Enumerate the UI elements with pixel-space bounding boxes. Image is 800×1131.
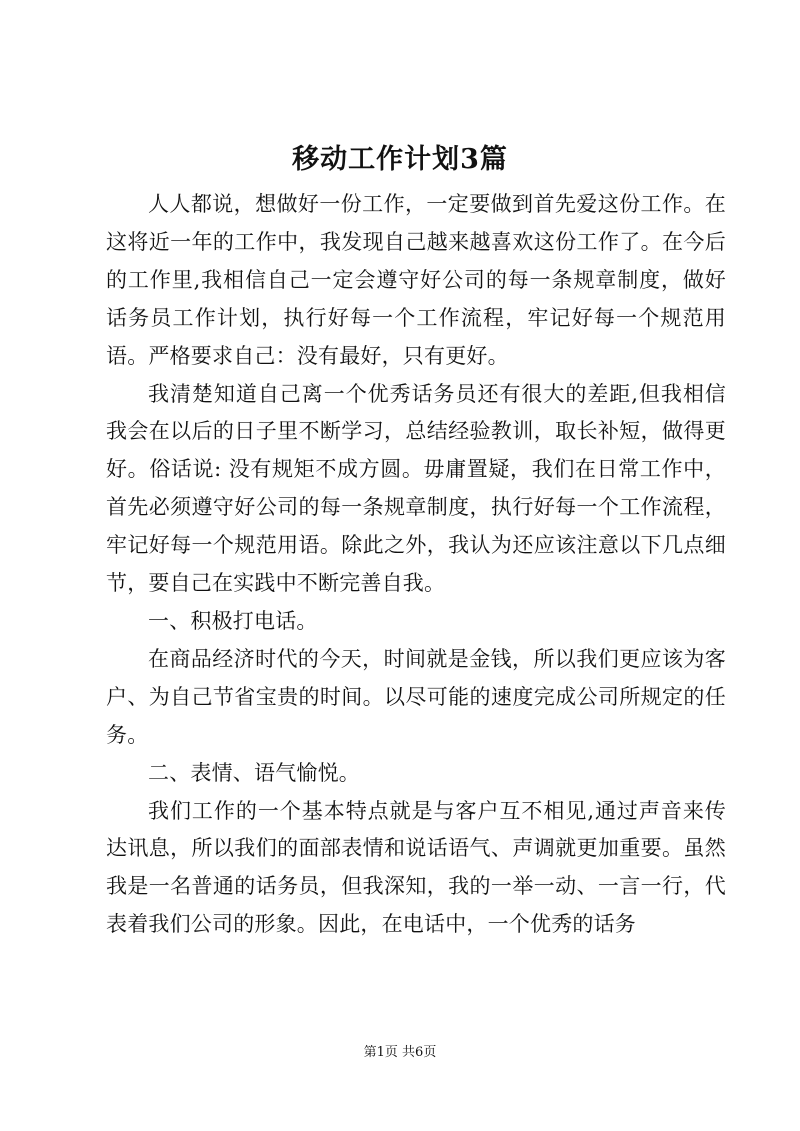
document-body [106, 186, 726, 944]
paragraph: 我清楚知道自己离一个优秀话务员还有很大的差距,但我相信我会在以后的日子里不断学习，总结经验教训，取长补短，做得更好。俗话说: 没有规矩不成方圆。毋庸置疑，我们在日常工作中，首先必须遵守好公司的每一条规章制度，执行好每一个工作流程，牢记好每一个规范用语。除此之外，我认为还应该注意以下几点细节，要自己在实践中不断完善自我。 [106, 381, 726, 596]
document-title: 移动工作计划3篇 [292, 144, 508, 175]
paragraph: 我们工作的一个基本特点就是与客户互不相见,通过声音来传达讯息，所以我们的面部表情和说话语气、声调就更加重要。虽然我是一名普通的话务员，但我深知，我的一举一动、一言一行，代表着我们公司的形象。因此，在电话中，一个优秀的话务 [106, 798, 726, 937]
section-heading: 二、表情、语气愉悦。 [148, 760, 360, 785]
page-footer: 第1页 共6页 [363, 1045, 437, 1060]
paragraph: 人人都说，想做好一份工作，一定要做到首先爱这份工作。在这将近一年的工作中，我发现自己越来越喜欢这份工作了。在今后的工作里,我相信自己一定会遵守好公司的每一条规章制度，做好话务员工作计划，执行好每一个工作流程，牢记好每一个规范用语。严格要求自己：没有最好，只有更好。 [106, 192, 726, 368]
section-heading: 一、积极打电话。 [148, 608, 318, 633]
paragraph: 在商品经济时代的今天，时间就是金钱，所以我们更应该为客户、为自己节省宝贵的时间。以尽可能的速度完成公司所规定的任务。 [106, 646, 726, 747]
